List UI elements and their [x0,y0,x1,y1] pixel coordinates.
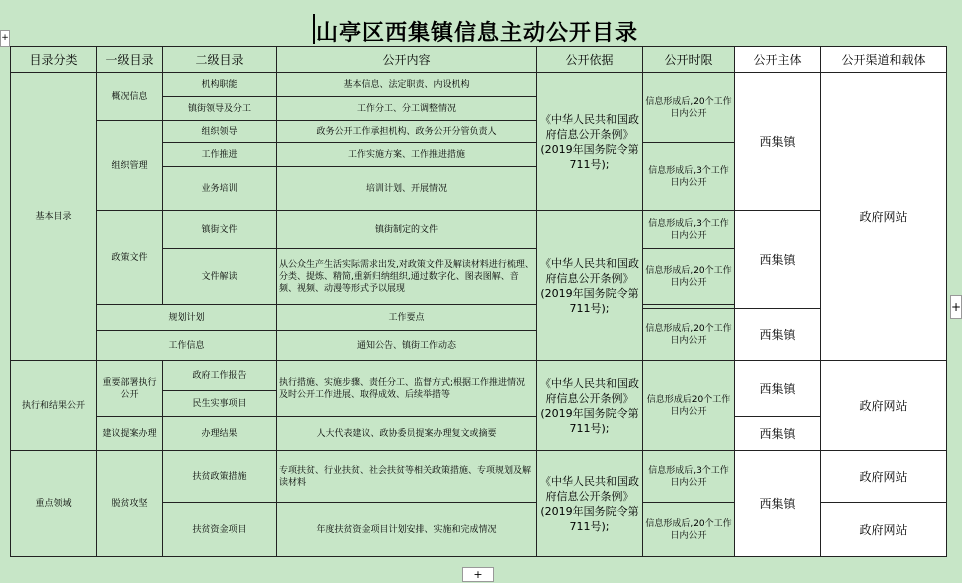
header-subject: 公开主体 [735,47,821,73]
level2-policymeasures: 扶贫政策措施 [163,451,277,503]
subject-cell: 西集镇 [735,211,821,309]
header-basis: 公开依据 [537,47,643,73]
level1-org: 组织管理 [97,121,163,211]
add-row-button[interactable]: + [462,567,494,582]
level1-proposal: 建议提案办理 [97,417,163,451]
add-column-button[interactable]: + [950,295,962,319]
content-docs: 镇街制定的文件 [277,211,537,249]
level2-interp: 文件解读 [163,249,277,305]
content-leaders: 工作分工、分工调整情况 [277,97,537,121]
level1-work: 工作信息 [97,331,277,361]
timelimit-cell: 信息形成后,20个工作日内公开 [643,73,735,143]
content-orglead: 政务公开工作承担机构、政务公开分管负责人 [277,121,537,143]
level2-orglead: 组织领导 [163,121,277,143]
header-channel: 公开渠道和载体 [821,47,947,73]
timelimit-cell: 信息形成后,20个工作日内公开 [643,309,735,361]
content-promote: 工作实施方案、工作推进措施 [277,143,537,167]
timelimit-cell: 信息形成后,3个工作日内公开 [643,143,735,211]
level2-handling: 办理结果 [163,417,277,451]
subject-cell: 西集镇 [735,451,821,557]
level1-overview: 概况信息 [97,73,163,121]
content-funds: 年度扶贫资金项目计划安排、实施和完成情况 [277,503,537,557]
level2-livelihood: 民生实事项目 [163,391,277,417]
header-timelimit: 公开时限 [643,47,735,73]
channel-cell: 政府网站 [821,503,947,557]
basis-cell: 《中华人民共和国政府信息公开条例》(2019年国务院令第711号); [537,211,643,361]
content-work: 通知公告、镇街工作动态 [277,331,537,361]
subject-cell: 西集镇 [735,361,821,417]
basis-cell: 《中华人民共和国政府信息公开条例》(2019年国务院令第711号); [537,451,643,557]
level2-docs: 镇街文件 [163,211,277,249]
timelimit-cell: 信息形成后,20个工作日内公开 [643,249,735,305]
content-interp: 从公众生产生活实际需求出发,对政策文件及解读材料进行梳理、分类、提炼、精简,重新归纳组织,通过数字化、图表图解、音频、视频、动漫等形式予以展现 [277,249,537,305]
basis-cell: 《中华人民共和国政府信息公开条例》(2019年国务院令第711号); [537,73,643,211]
header-row [11,47,947,73]
content-major: 执行措施、实施步骤、责任分工、监督方式;根据工作推进情况及时公开工作进展、取得成效、后续举措等 [277,361,537,417]
level1-policy: 政策文件 [97,211,163,305]
header-level2: 二级目录 [163,47,277,73]
level1-plan: 规划计划 [97,305,277,331]
text-cursor [313,14,315,44]
level2-funds: 扶贫资金项目 [163,503,277,557]
level2-govreport: 政府工作报告 [163,361,277,391]
channel-cell: 政府网站 [821,73,947,361]
content-handling: 人大代表建议、政协委员提案办理复文或摘要 [277,417,537,451]
content-plan: 工作要点 [277,305,537,331]
table-row [11,417,947,451]
level1-major: 重要部署执行公开 [97,361,163,417]
category-key: 重点领域 [11,451,97,557]
table-move-handle[interactable]: + [0,30,10,47]
subject-cell: 西集镇 [735,417,821,451]
table-row [11,211,947,249]
channel-cell: 政府网站 [821,451,947,503]
page-title: 山亭区西集镇信息主动公开目录 [316,20,639,46]
header-content: 公开内容 [277,47,537,73]
category-basic: 基本目录 [11,73,97,361]
level2-promote: 工作推进 [163,143,277,167]
channel-cell: 政府网站 [821,361,947,451]
subject-cell: 西集镇 [735,73,821,211]
timelimit-cell: 信息形成后,3个工作日内公开 [643,211,735,249]
level2-func: 机构职能 [163,73,277,97]
basis-cell: 《中华人民共和国政府信息公开条例》(2019年国务院令第711号); [537,361,643,451]
level2-leaders: 镇街领导及分工 [163,97,277,121]
table-row [11,73,947,97]
content-policymeasures: 专项扶贫、行业扶贫、社会扶贫等相关政策措施、专项规划及解读材料 [277,451,537,503]
header-category: 目录分类 [11,47,97,73]
category-exec: 执行和结果公开 [11,361,97,451]
content-training: 培训计划、开展情况 [277,167,537,211]
timelimit-cell: 信息形成后20个工作日内公开 [643,361,735,451]
level2-training: 业务培训 [163,167,277,211]
timelimit-cell: 信息形成后,3个工作日内公开 [643,451,735,503]
timelimit-cell: 信息形成后,20个工作日内公开 [643,503,735,557]
table-row [11,451,947,503]
content-func: 基本信息、法定职责、内设机构 [277,73,537,97]
table-row [11,361,947,391]
level1-poverty: 脱贫攻坚 [97,451,163,557]
catalog-table [10,46,947,557]
header-level1: 一级目录 [97,47,163,73]
subject-cell: 西集镇 [735,309,821,361]
